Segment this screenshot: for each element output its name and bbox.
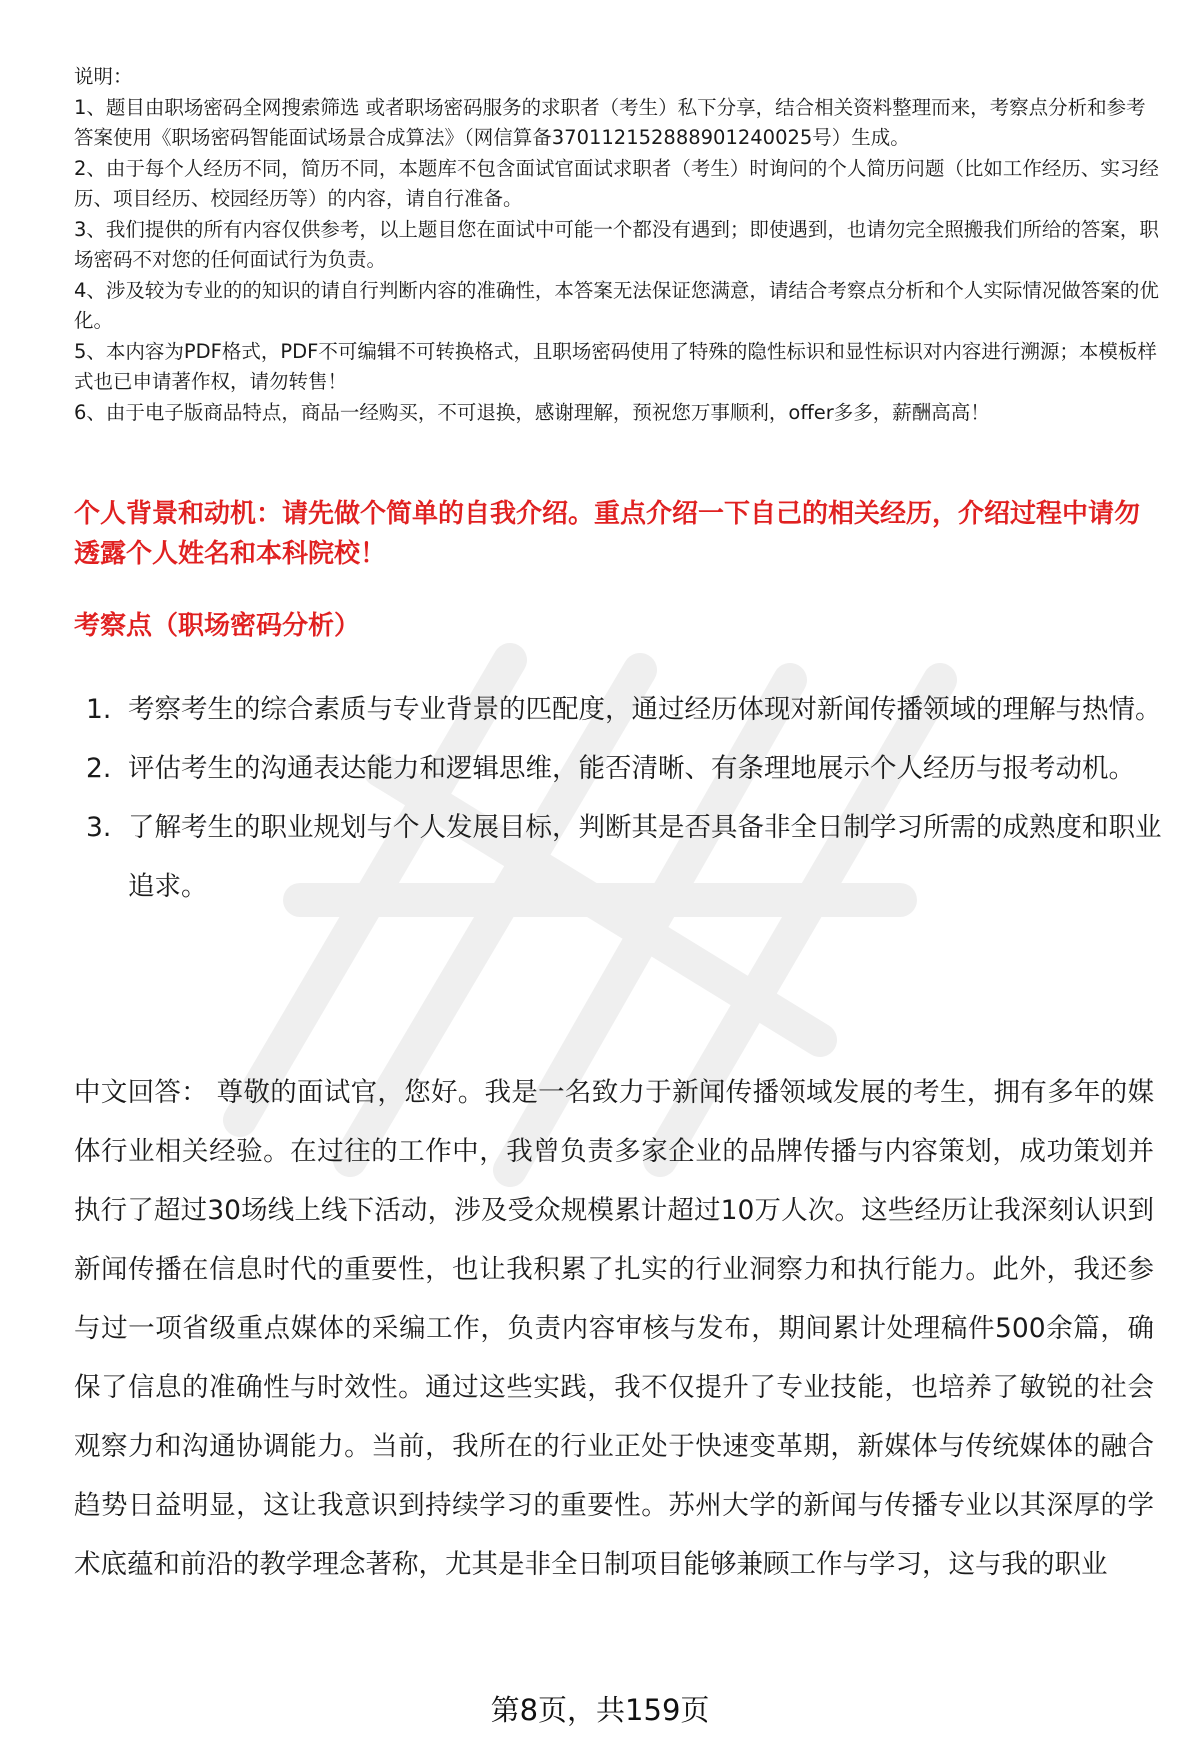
point-number: 1. (86, 694, 112, 725)
list-item (74, 739, 1164, 798)
list-item (74, 798, 1164, 916)
point-number: 2. (86, 753, 112, 784)
note-item-6: 6、由于电子版商品特点，商品一经购买，不可退换，感谢理解，预祝您万事顺利，offer多多，薪酬高高！ (74, 400, 990, 424)
analysis-title: 考察点（职场密码分析） (74, 611, 361, 641)
note-item-5: 5、本内容为PDF格式，PDF不可编辑不可转换格式，且职场密码使用了特殊的隐性标识和显性标识对内容进行溯源；本模板样式也已申请著作权，请勿转售！ (74, 339, 1157, 393)
notes-heading: 说明： (74, 65, 133, 88)
point-text: 考察考生的综合素质与专业背景的匹配度，通过经历体现对新闻传播领域的理解与热情。 (128, 694, 1162, 725)
list-item (74, 680, 1164, 739)
point-number: 3. (86, 812, 112, 843)
point-text: 了解考生的职业规划与个人发展目标，判断其是否具备非全日制学习所需的成熟度和职业追求。 (128, 812, 1162, 902)
note-item-1: 1、题目由职场密码全网搜索筛选 或者职场密码服务的求职者（考生）私下分享，结合相关资料整理而来，考察点分析和参考答案使用《职场密码智能面试场景合成算法》（网信算备370112152888901240025号）生成。 (74, 95, 1146, 149)
question-title: 个人背景和动机：请先做个简单的自我介绍。重点介绍一下自己的相关经历，介绍过程中请勿透露个人姓名和本科院校！ (74, 499, 1141, 569)
note-item-2: 2、由于每个人经历不同，简历不同，本题库不包含面试官面试求职者（考生）时询问的个人简历问题（比如工作经历、实习经历、项目经历、校园经历等）的内容，请自行准备。 (74, 156, 1159, 210)
note-item-4: 4、涉及较为专业的的知识的请自行判断内容的准确性，本答案无法保证您满意，请结合考察点分析和个人实际情况做答案的优化。 (74, 278, 1159, 332)
page-number: 第8页，共159页 (490, 1693, 710, 1727)
answer-paragraph: 中文回答： 尊敬的面试官，您好。我是一名致力于新闻传播领域发展的考生，拥有多年的媒体行业相关经验。在过往的工作中，我曾负责多家企业的品牌传播与内容策划，成功策划并执行了超过30场线上线下活动，涉及受众规模累计超过10万人次。这些经历让我深刻认识到新闻传播在信息时代的重要性，也让我积累了扎实的行业洞察力和执行能力。此外，我还参与过一项省级重点媒体的采编工作，负责内容审核与发布，期间累计处理稿件500余篇，确保了信息的准确性与时效性。通过这些实践，我不仅提升了专业技能，也培养了敏锐的社会观察力和沟通协调能力。当前，我所在的行业正处于快速变革期，新媒体与传统媒体的融合趋势日益明显，这让我意识到持续学习的重要性。苏州大学的新闻与传播专业以其深厚的学术底蕴和前沿的教学理念著称，尤其是非全日制项目能够兼顾工作与学习，这与我的职业 (74, 1077, 1154, 1580)
notes-section (74, 62, 1164, 428)
analysis-points (74, 680, 1164, 916)
point-text: 评估考生的沟通表达能力和逻辑思维，能否清晰、有条理地展示个人经历与报考动机。 (128, 753, 1135, 784)
note-item-3: 3、我们提供的所有内容仅供参考，以上题目您在面试中可能一个都没有遇到；即使遇到，也请勿完全照搬我们所给的答案，职场密码不对您的任何面试行为负责。 (74, 217, 1159, 271)
